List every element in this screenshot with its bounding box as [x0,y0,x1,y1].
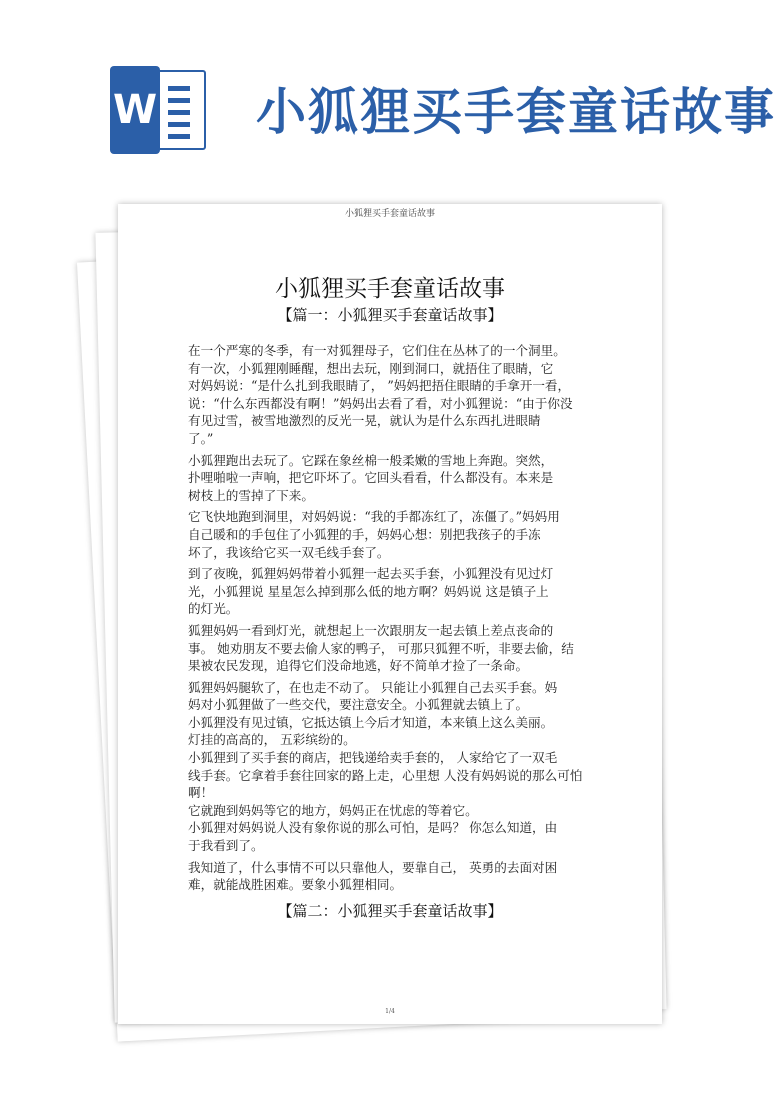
logo-letter: W [110,66,160,154]
paragraph: 在一个严寒的冬季，有一对狐狸母子，它们住在丛林了的一个洞里。 有一次，小狐狸刚睡醒，想出去玩，刚到洞口，就捂住了眼睛，它 对妈妈说：“是什么扎到我眼睛了， ”妈妈把捂住眼睛的手拿开一看， 说：“什么东西都没有啊！”妈妈出去看了看，对小狐狸说：“由于你没 有见过雪，被雪地激烈的反光一晃，就认为是什么东西扎进眼睛 了。” [188,343,573,446]
logo-line [168,134,190,139]
logo-line [168,110,190,115]
paragraph: 狐狸妈妈一看到灯光，就想起上一次跟朋友一起去镇上差点丧命的 事。 她劝朋友不要去偷人家的鸭子， 可那只狐狸不听，非要去偷，结 果被农民发现，追得它们没命地逃，好不简单才捡了一条命。 [188,622,574,674]
section-heading-2: 【篇二：小狐狸买手套童话故事】 [277,902,503,920]
paragraph: 狐狸妈妈腿软了，在也走不动了。 只能让小狐狸自己去买手套。妈 妈对小狐狸做了一些交代，要注意安全。小狐狸就去镇上了。 小狐狸没有见过镇，它抵达镇上今后才知道，本来镇上这么美丽。 灯挂的高高的， 五彩缤纷的。 小狐狸到了买手套的商店，把钱递给卖手套的， 人家给它了一双毛 线手套。它拿着手套往回家的路上走，心里想 人没有妈妈说的那么可怕 啊！ 它就跑到妈妈等它的地方，妈妈正在忧虑的等着它。 小狐狸对妈妈说人没有象你说的那么可怕，是吗？ 你怎么知道，由 于我看到了。 [188,679,583,854]
logo-line [168,98,190,103]
banner-title: 小狐狸买手套童话故事 [256,83,776,141]
paragraph: 我知道了，什么事情不可以只靠他人，要靠自己， 英勇的去面对困 难，就能战胜困难。要象小狐狸相同。 [188,859,558,893]
word-logo-icon [110,66,210,154]
running-head: 小狐狸买手套童话故事 [344,209,435,219]
logo-line [168,86,190,91]
document-title: 小狐狸买手套童话故事 [275,276,505,302]
logo-line [168,122,190,127]
section-heading-1: 【篇一：小狐狸买手套童话故事】 [277,306,503,324]
paragraph: 到了夜晚，狐狸妈妈带着小狐狸一起去买手套，小狐狸没有见过灯 光，小狐狸说 星星怎么掉到那么低的地方啊？妈妈说 这是镇子上 的灯光。 [188,566,554,617]
document-body [188,342,618,898]
page-number: 1/4 [385,1008,395,1015]
paragraph: 小狐狸跑出去玩了。它踩在象丝棉一般柔嫩的雪地上奔跑。突然， 扑哩啪啦一声响，把它吓坏了。它回头看看，什么都没有。本来是 树枝上的雪掉了下来。 [188,452,554,503]
paragraph: 它飞快地跑到洞里，对妈妈说：“我的手都冻红了，冻僵了。”妈妈用 自己暖和的手包住了小狐狸的手，妈妈心想：别把我孩子的手冻 坏了，我该给它买一双毛线手套了。 [188,509,560,560]
document-page [118,204,662,1024]
